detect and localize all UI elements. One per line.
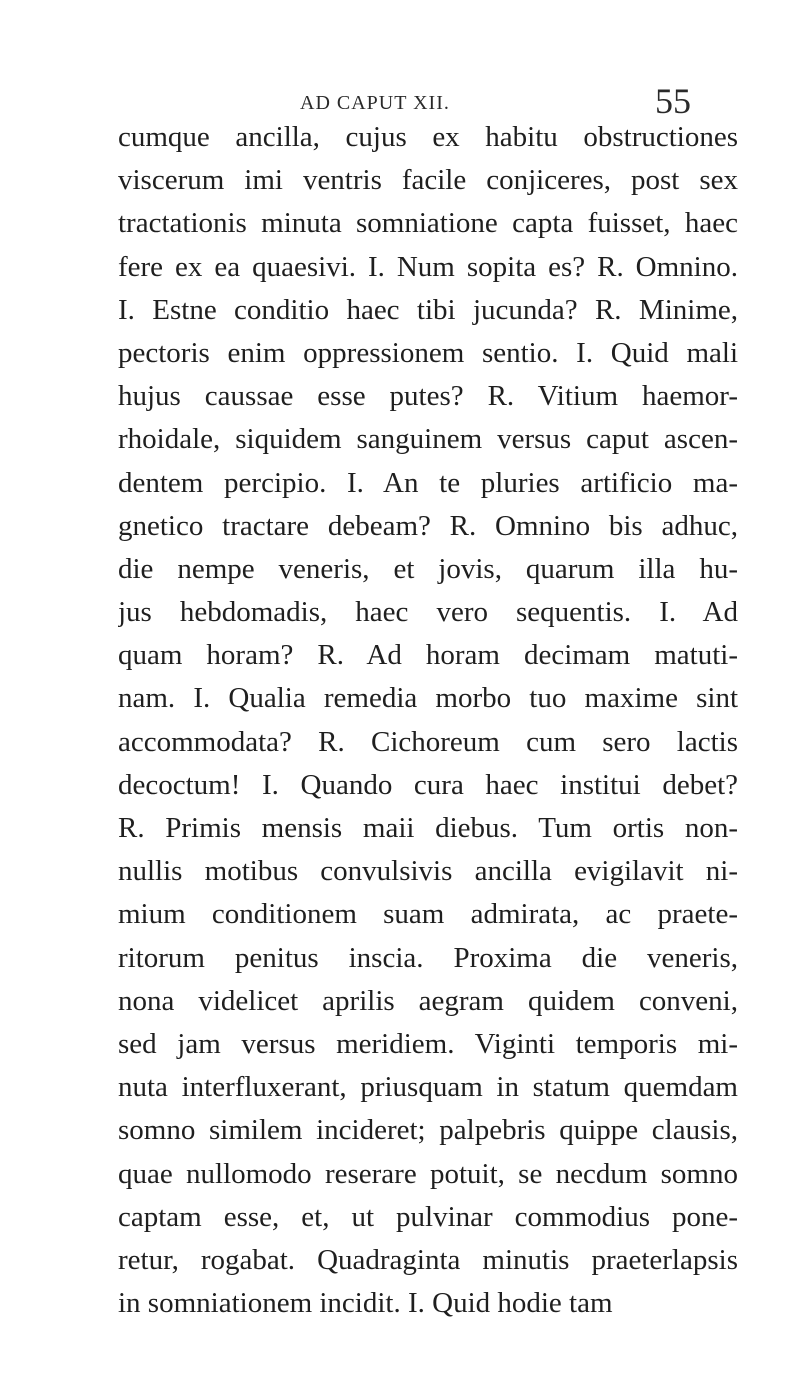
- text-line: R. Primis mensis maii diebus. Tum ortis non-: [118, 812, 738, 844]
- text-line: retur, rogabat. Quadraginta minutis praeterlapsis: [118, 1243, 738, 1276]
- body-text: [118, 116, 738, 1325]
- text-line: in somniationem incidit. I. Quid hodie tam: [118, 1287, 613, 1320]
- text-line: sed jam versus meridiem. Viginti temporis mi-: [118, 1027, 738, 1060]
- text-line: accommodata? R. Cichoreum cum sero lactis: [118, 725, 738, 758]
- text-line: ritorum penitus inscia. Proxima die veneris,: [118, 941, 738, 974]
- text-line: tractationis minuta somniatione capta fuisset, haec: [118, 207, 738, 240]
- text-line: decoctum! I. Quando cura haec institui debet?: [118, 768, 738, 801]
- text-line: gnetico tractare debeam? R. Omnino bis adhuc,: [118, 509, 738, 542]
- text-line: quam horam? R. Ad horam decimam matuti-: [118, 639, 738, 672]
- text-line: dentem percipio. I. An te pluries artificio ma-: [118, 466, 738, 499]
- text-line: captam esse, et, ut pulvinar commodius pone-: [118, 1200, 738, 1233]
- text-line: cumque ancilla, cujus ex habitu obstructiones: [118, 121, 738, 153]
- text-line: rhoidale, siquidem sanguinem versus caput ascen-: [118, 423, 738, 456]
- page-number: 55: [655, 81, 691, 121]
- text-line: somno similem incideret; palpebris quippe clausis,: [118, 1114, 738, 1147]
- text-line: hujus caussae esse putes? R. Vitium haemor-: [118, 380, 738, 413]
- text-line: nona videlicet aprilis aegram quidem conveni,: [118, 984, 738, 1017]
- text-line: I. Estne conditio haec tibi jucunda? R. Minime,: [118, 293, 738, 326]
- page-header: [0, 80, 800, 120]
- text-line: die nempe veneris, et jovis, quarum illa hu-: [118, 552, 738, 585]
- text-line: quae nullomodo reserare potuit, se necdum somno: [118, 1157, 738, 1190]
- text-line: mium conditionem suam admirata, ac praete-: [118, 898, 738, 931]
- text-line: nuta interfluxerant, priusquam in statum quemdam: [118, 1071, 738, 1104]
- running-head: AD CAPUT XII.: [300, 92, 450, 114]
- text-line: jus hebdomadis, haec vero sequentis. I. Ad: [118, 596, 738, 629]
- text-line: pectoris enim oppressionem sentio. I. Quid mali: [118, 336, 738, 369]
- text-line: nullis motibus convulsivis ancilla evigilavit ni-: [118, 855, 738, 888]
- text-line: nam. I. Qualia remedia morbo tuo maxime sint: [118, 682, 738, 715]
- text-line: viscerum imi ventris facile conjiceres, post sex: [118, 164, 738, 197]
- text-line: fere ex ea quaesivi. I. Num sopita es? R. Omnino.: [118, 250, 738, 283]
